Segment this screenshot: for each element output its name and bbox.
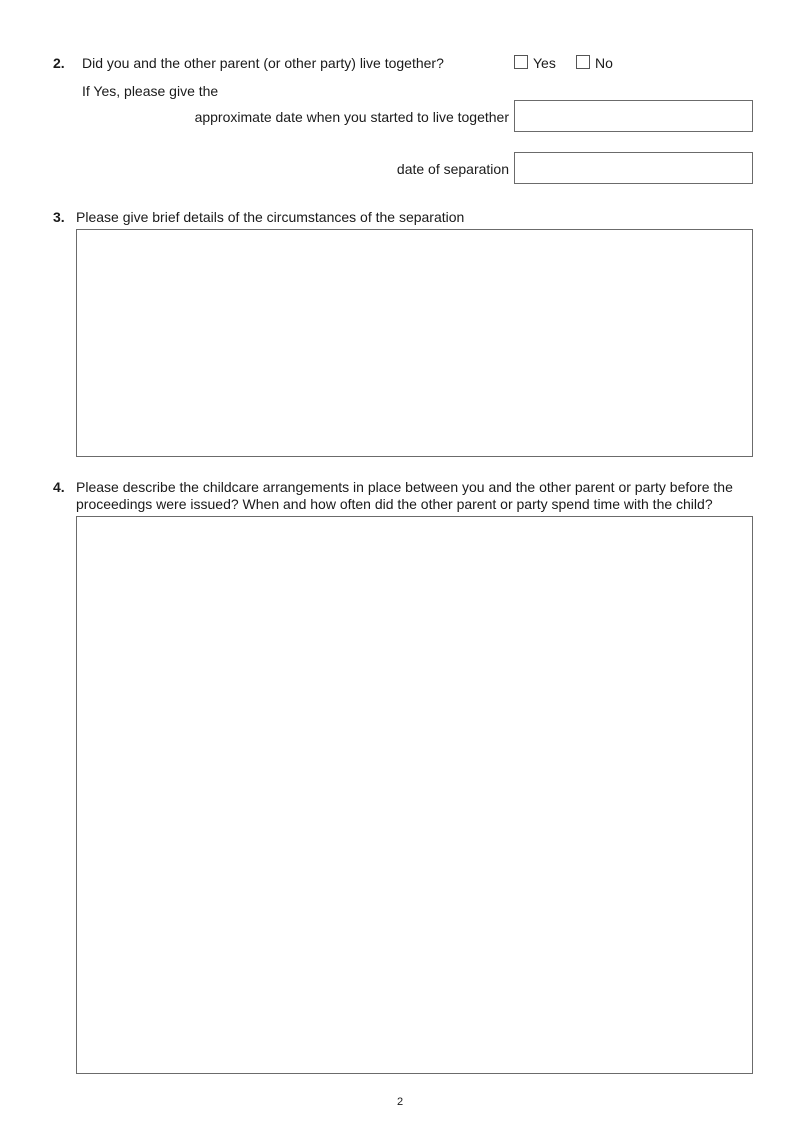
separation-details-field[interactable] <box>76 229 753 457</box>
start-date-input[interactable] <box>515 101 752 131</box>
question-4-text-line2: proceedings were issued? When and how often did the other parent or party spend time with the child? <box>76 496 713 512</box>
separation-date-field[interactable] <box>514 152 753 184</box>
question-2-text: Did you and the other parent (or other party) live together? <box>82 55 444 71</box>
question-2-number: 2. <box>53 55 65 71</box>
question-3-text: Please give brief details of the circumstances of the separation <box>76 209 465 225</box>
yes-label: Yes <box>533 55 556 71</box>
no-label: No <box>595 55 613 71</box>
if-yes-instruction: If Yes, please give the <box>82 83 219 99</box>
page-number: 2 <box>396 1096 404 1108</box>
question-3-number: 3. <box>53 209 65 225</box>
start-date-label: approximate date when you started to live together <box>194 109 509 125</box>
separation-date-input[interactable] <box>515 153 752 183</box>
childcare-arrangements-field[interactable] <box>76 516 753 1074</box>
question-4-text-line1: Please describe the childcare arrangements in place between you and the other parent or party before the <box>76 479 733 495</box>
no-checkbox[interactable] <box>576 55 590 69</box>
separation-details-textarea[interactable] <box>77 230 752 456</box>
start-date-field[interactable] <box>514 100 753 132</box>
yes-checkbox[interactable] <box>514 55 528 69</box>
separation-date-label: date of separation <box>396 161 509 177</box>
question-4-number: 4. <box>53 479 65 495</box>
childcare-arrangements-textarea[interactable] <box>77 517 752 1073</box>
